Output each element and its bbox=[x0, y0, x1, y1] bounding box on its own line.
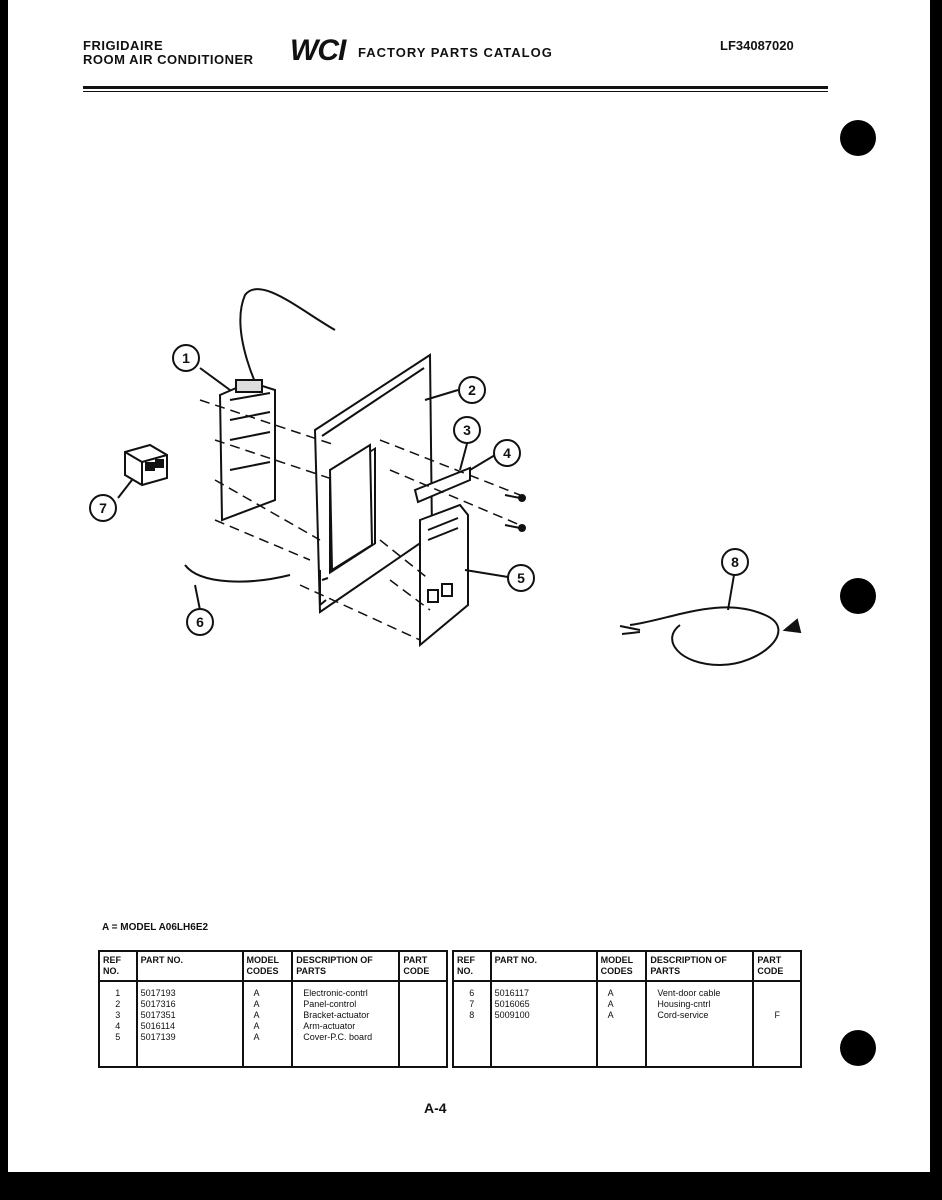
catalog-title: FACTORY PARTS CATALOG bbox=[358, 45, 553, 60]
col-ref: REF NO. bbox=[99, 951, 137, 981]
callout-8-label: 8 bbox=[731, 554, 739, 570]
model-cell: A A A A A bbox=[243, 981, 293, 1067]
code-cell: F bbox=[753, 981, 801, 1067]
ref-cell: 6 7 8 bbox=[453, 981, 491, 1067]
desc-cell: Vent-door cable Housing-cntrl Cord-service bbox=[646, 981, 753, 1067]
product-line: ROOM AIR CONDITIONER bbox=[83, 52, 254, 67]
binder-hole-bottom bbox=[840, 1030, 876, 1066]
wci-logo: WCI bbox=[290, 34, 346, 67]
callout-4-label: 4 bbox=[503, 445, 511, 461]
col-desc: DESCRIPTION OF PARTS bbox=[292, 951, 399, 981]
pc-board-cover bbox=[420, 505, 468, 645]
callout-3-label: 3 bbox=[463, 422, 471, 438]
col-part: PART NO. bbox=[491, 951, 597, 981]
parts-table-left bbox=[98, 950, 448, 1068]
part-cell: 5017193 5017316 5017351 5016114 5017139 bbox=[137, 981, 243, 1067]
col-code: PART CODE bbox=[753, 951, 801, 981]
callout-7-label: 7 bbox=[99, 500, 107, 516]
part-cell: 5016117 5016065 5009100 bbox=[491, 981, 597, 1067]
col-ref: REF NO. bbox=[453, 951, 491, 981]
brand-name: FRIGIDAIRE bbox=[83, 38, 164, 53]
col-desc: DESCRIPTION OF PARTS bbox=[646, 951, 753, 981]
doc-number: LF34087020 bbox=[720, 38, 794, 53]
col-part: PART NO. bbox=[137, 951, 243, 981]
model-note: A = MODEL A06LH6E2 bbox=[102, 922, 209, 933]
desc-cell: Electronic-contrl Panel-control Bracket-actuator Arm-actuator Cover-P.C. board bbox=[292, 981, 399, 1067]
col-code: PART CODE bbox=[399, 951, 447, 981]
model-cell: A A A bbox=[597, 981, 647, 1067]
parts-table-right bbox=[452, 950, 802, 1068]
ref-cell: 1 2 3 4 5 bbox=[99, 981, 137, 1067]
callout-5-label: 5 bbox=[517, 570, 525, 586]
page-number: A-4 bbox=[424, 1100, 447, 1116]
code-cell bbox=[399, 981, 447, 1067]
col-model: MODEL CODES bbox=[243, 951, 293, 981]
callout-2-label: 2 bbox=[468, 382, 476, 398]
callout-6-label: 6 bbox=[196, 614, 204, 630]
callout-1-label: 1 bbox=[182, 350, 190, 366]
service-cord bbox=[630, 607, 778, 665]
vent-door-cable bbox=[185, 565, 290, 582]
col-model: MODEL CODES bbox=[597, 951, 647, 981]
